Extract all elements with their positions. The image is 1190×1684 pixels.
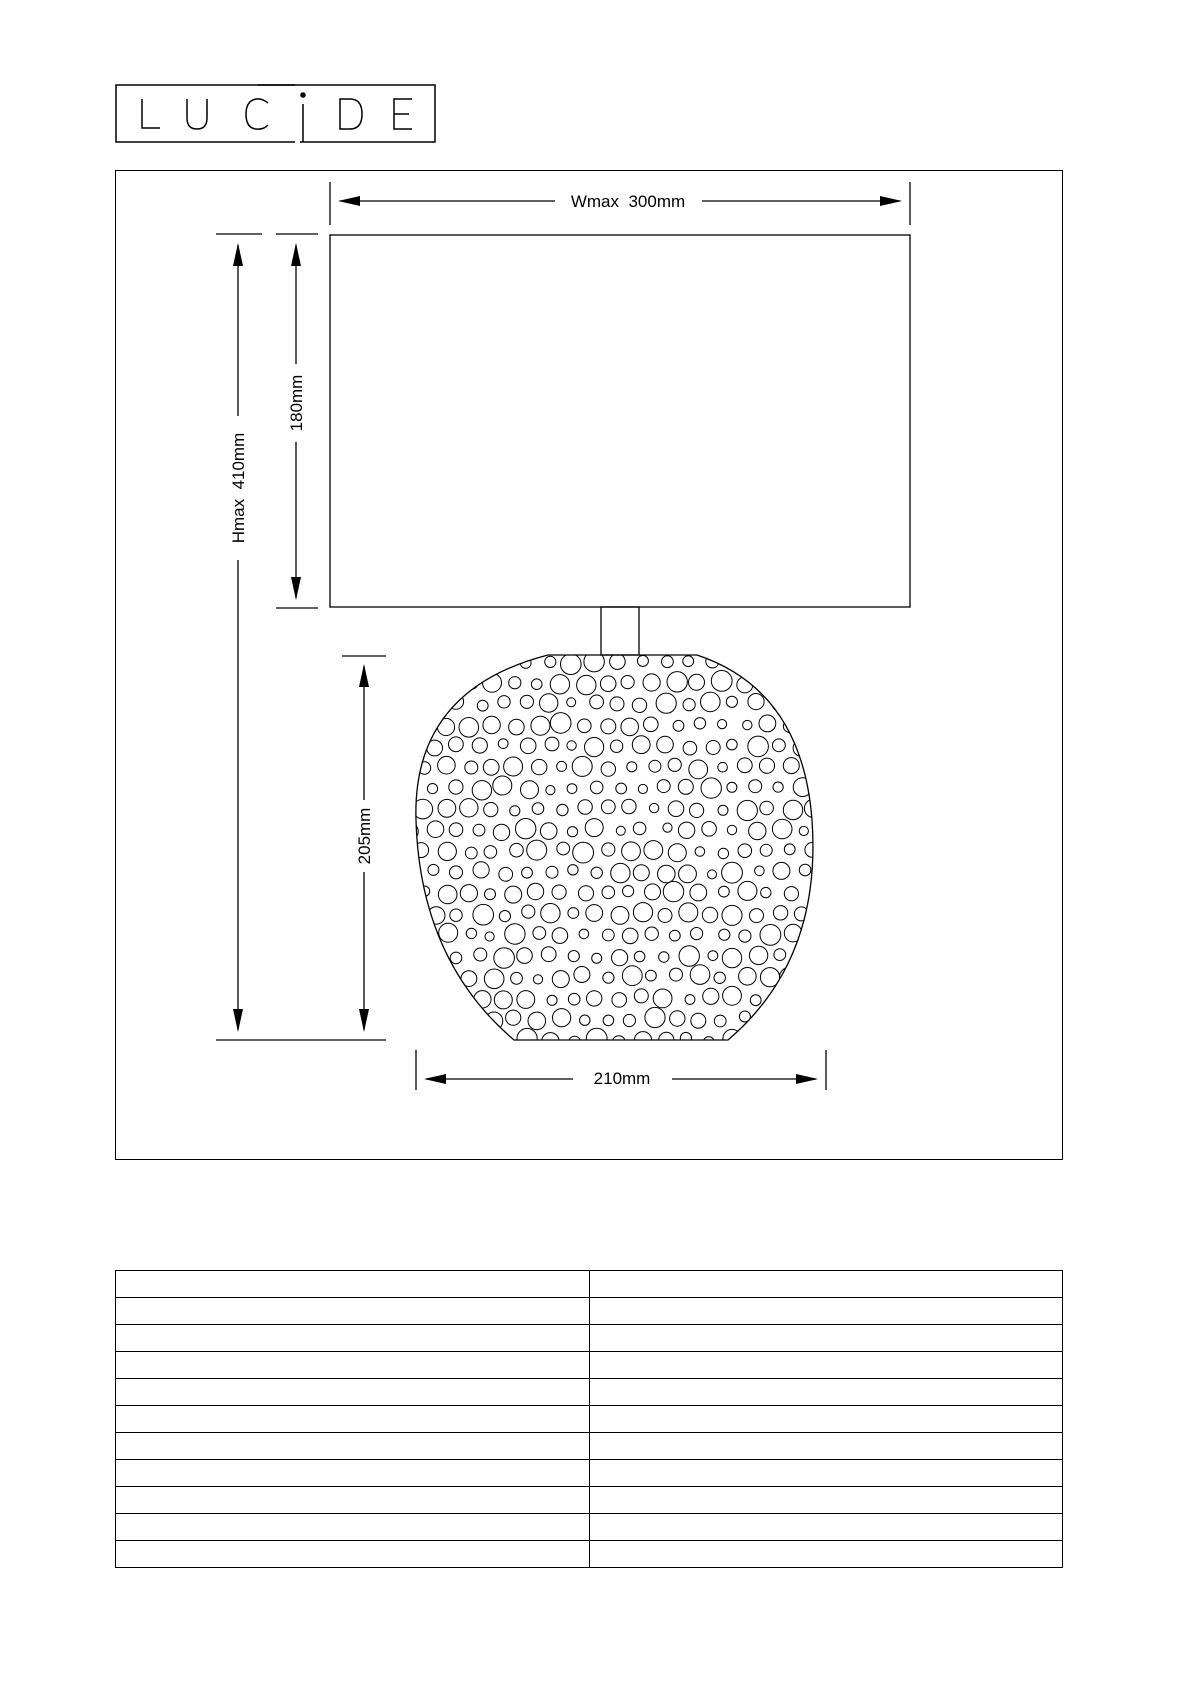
table-cell (589, 1487, 1063, 1514)
table-cell (589, 1379, 1063, 1406)
table-row (116, 1298, 1063, 1325)
table-cell (589, 1298, 1063, 1325)
table-cell (589, 1406, 1063, 1433)
table-cell (589, 1433, 1063, 1460)
base-width-label: 210mm (593, 1069, 651, 1088)
table-cell (116, 1298, 590, 1325)
table-row (116, 1541, 1063, 1568)
base-bubble-pattern (402, 652, 825, 1051)
table-row (116, 1433, 1063, 1460)
table-row (116, 1379, 1063, 1406)
table-cell (589, 1325, 1063, 1352)
table-cell (116, 1487, 590, 1514)
table-cell (116, 1325, 590, 1352)
table-cell (589, 1352, 1063, 1379)
table-cell (116, 1541, 590, 1568)
table-cell (589, 1271, 1063, 1298)
table-cell (116, 1460, 590, 1487)
width-max-label: Wmax 300mm (570, 192, 686, 211)
table-cell (589, 1541, 1063, 1568)
table-cell (116, 1514, 590, 1541)
base-height-label: 205mm (355, 807, 374, 865)
table-row (116, 1460, 1063, 1487)
table-cell (116, 1352, 590, 1379)
table-cell (116, 1433, 590, 1460)
table-row (116, 1406, 1063, 1433)
table-cell (589, 1460, 1063, 1487)
spec-table (115, 1270, 1063, 1568)
lamp-stem (601, 607, 639, 655)
height-max-label: Hmax 410mm (229, 432, 248, 544)
table-cell (116, 1379, 590, 1406)
table-row (116, 1271, 1063, 1298)
table-cell (116, 1406, 590, 1433)
shade-height-label: 180mm (287, 374, 306, 432)
table-cell (116, 1271, 590, 1298)
table-row (116, 1325, 1063, 1352)
lamp-shade (330, 235, 910, 607)
table-row (116, 1514, 1063, 1541)
table-cell (589, 1514, 1063, 1541)
table-row (116, 1487, 1063, 1514)
table-row (116, 1352, 1063, 1379)
